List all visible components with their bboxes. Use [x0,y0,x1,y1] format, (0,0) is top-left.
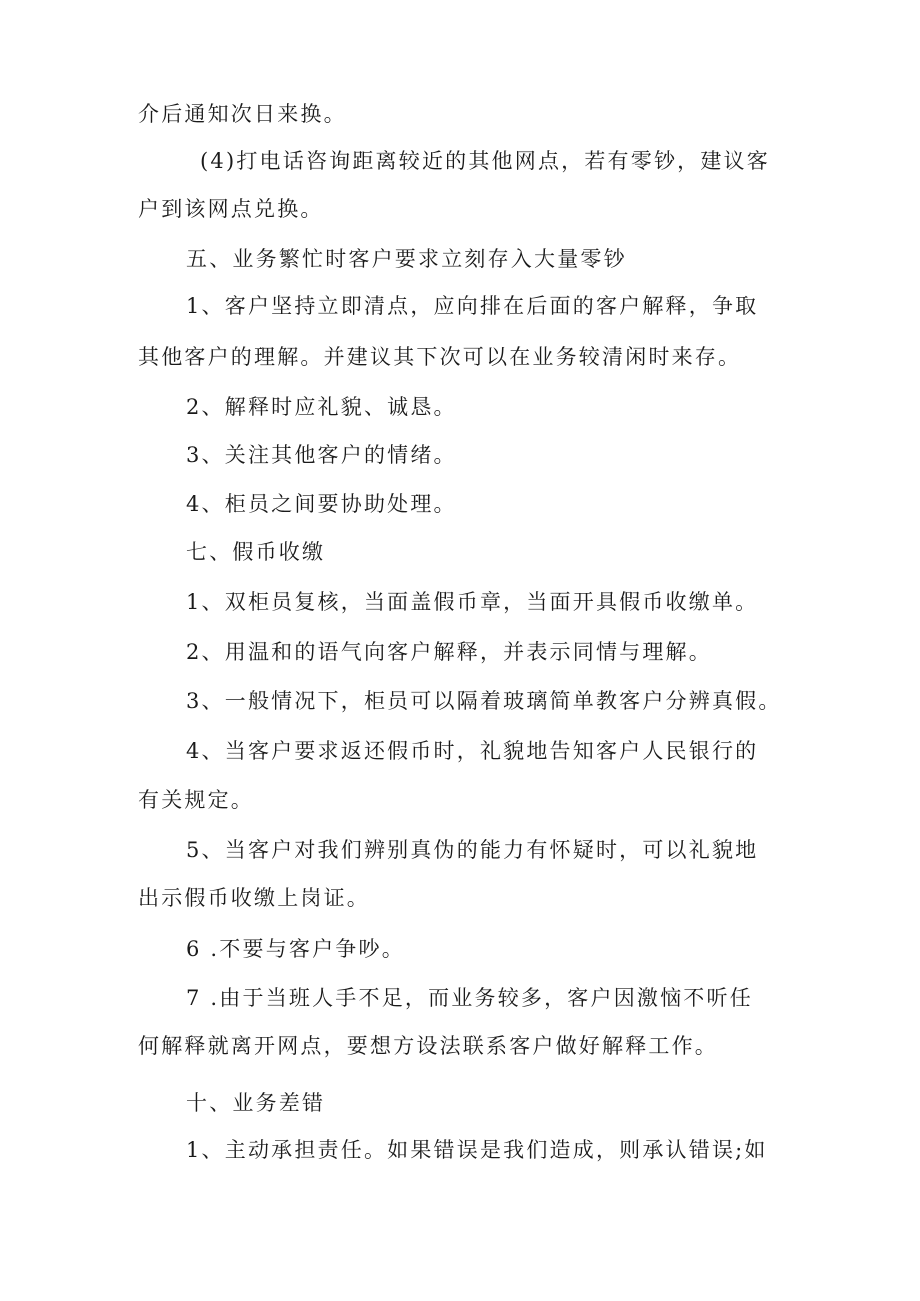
text-line: 有关规定。 [138,788,254,812]
section-heading: 五、业务繁忙时客户要求立刻存入大量零钞 [186,247,627,271]
text-line: 介后通知次日来换。 [138,102,347,126]
text-line: 3、关注其他客户的情绪。 [186,443,457,467]
text-line: 4、当客户要求返还假币时，礼貌地告知客户人民银行的 [186,739,759,763]
text-line: 5、当客户对我们辨别真伪的能力有怀疑时，可以礼貌地 [186,838,759,862]
text-line: 2、解释时应礼貌、诚恳。 [186,395,457,419]
text-line: (4)打电话咨询距离较近的其他网点，若有零钞，建议客 [200,149,770,173]
text-line: 1、主动承担责任。如果错误是我们造成，则承认错误;如 [186,1138,768,1162]
text-line: 何解释就离开网点，要想方设法联系客户做好解释工作。 [138,1034,718,1058]
text-line: 其他客户的理解。并建议其下次可以在业务较清闲时来存。 [138,345,742,369]
text-line: 2、用温和的语气向客户解释，并表示同情与理解。 [186,640,712,664]
text-line: 1、双柜员复核，当面盖假币章，当面开具假币收缴单。 [186,590,759,614]
text-line: 7 .由于当班人手不足，而业务较多，客户因激恼不听任 [186,986,753,1010]
section-heading: 十、业务差错 [186,1091,326,1115]
section-heading: 七、假币收缴 [186,540,326,564]
text-line: 户到该网点兑换。 [138,197,324,221]
text-line: 6 .不要与客户争吵。 [186,937,405,961]
text-line: 出示假币收缴上岗证。 [138,886,370,910]
text-line: 4、柜员之间要协助处理。 [186,492,457,516]
text-line: 1、客户坚持立即清点，应向排在后面的客户解释，争取 [186,294,759,318]
text-line: 3、一般情况下，柜员可以隔着玻璃简单教客户分辨真假。 [186,689,782,713]
